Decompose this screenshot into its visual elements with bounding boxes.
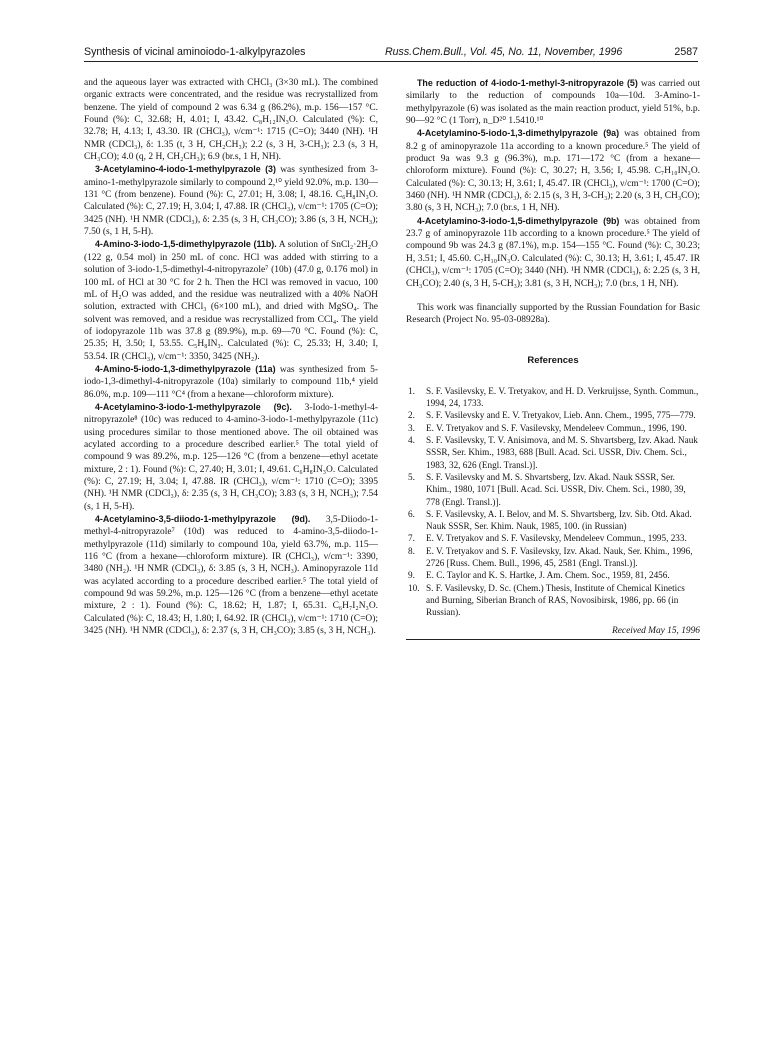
paragraph: 4-Acetylamino-3,5-diiodo-1-methylpyrazole (9d). 3,5-Diiodo-1-methyl-4-nitropyrazole⁷ (10d) was reduced to 4-amino-3,5-diiodo-1-methylpyrazole (11d) similarly to compound 10a, yield 63.7%, m.p. 115—116 °C (from a hexane—chloroform mixture). IR (CHCl₃), ν/cm⁻¹: 3390, 3480 (NH₂). ¹H NMR (CDCl₃), δ: 3.85 (s, 3 H, NCH₃). Aminopyrazole 11d was acylated according to a procedure described earlier.⁵ The total yield of compound 9d was 59.2%, m.p. 125—126 °C (from a benzene—ethyl acetate mixture, 2 : 1). Found (%): C, 18.62; H, 1.87; I, 65.31. C₆H₇I₂N₃O. Calculated (%): C, 18.43; H, 1.80; I, 64.92. IR (CHCl₃), ν/cm⁻¹: 1710 (C=O); 3425 (NH). ¹H NMR (CDCl₃), δ: 2.37 (s, 3 H, CH₃CO); 3.85 (s, 3 H, NCH₃).	[84, 514, 378, 637]
paragraph: The reduction of 4-iodo-1-methyl-3-nitropyrazole (5) was carried out similarly to the reduction of compounds 10a—10d. 3-Amino-1-methylpyrazole (6) was isolated as the main reaction product, yield 51%, b.p. 90—92 °C (1 Torr), n_D²⁰ 1.5410.¹⁰	[406, 78, 700, 127]
left-column	[84, 77, 378, 637]
acknowledgment: This work was financially supported by the Russian Foundation for Basic Research (Project No. 95-03-08928a).	[406, 302, 700, 326]
right-column	[406, 77, 700, 640]
header-rule	[84, 61, 698, 62]
paragraph: 4-Acetylamino-3-iodo-1-methylpyrazole (9c). 3-Iodo-1-methyl-4-nitropyrazole⁸ (10c) was reduced to 4-amino-3-iodo-1-methylpyrazole (11c) using procedures similar to those mentioned above. The oil obtained was acylated according to a procedure described earlier.⁵ The total yield of compound 9 was 89.2%, m.p. 125—126 °C (from a benzene—ethyl acetate mixture, 2 : 1). Found (%): C, 27.40; H, 3.01; I, 49.61. C₆H₈IN₃O. Calculated (%): C, 27.19; H, 3.04; I, 47.88. IR (CHCl₃), ν/cm⁻¹: 1710 (C=O); 3395 (NH). ¹H NMR (CDCl₃), δ: 2.35 (s, 3 H, CH₃CO); 3.83 (s, 3 H, NCH₃); 7.54 (s, 1 H, 5-H).	[84, 401, 378, 512]
compound-heading: The reduction of 4-iodo-1-methyl-3-nitropyrazole (5)	[417, 78, 638, 88]
references-heading: References	[527, 354, 579, 366]
paragraph: 4-Acetylamino-3-iodo-1,5-dimethylpyrazole (9b) was obtained from 23.7 g of aminopyrazole 11b according to a known procedure.⁵ The yield of compound 9b was 24.3 g (87.1%), m.p. 154—155 °C. Found (%): C, 30.23; H, 3.51; I, 45.60. C₇H₁₀IN₃O. Calculated (%): C, 30.13; H, 3.61; I, 45.47. IR (CHCl₃), ν/cm⁻¹: 1705 (C=O); 3440 (NH). ¹H NMR (CDCl₃), δ: 2.25 (s, 3 H, CH₃CO); 2.40 (s, 3 H, 5-CH₃); 3.81 (s, 3 H, NCH₃); 7.0 (br.s, 1 H, NH).	[406, 215, 700, 289]
compound-heading: 4-Amino-5-iodo-1,3-dimethylpyrazole (11a)	[95, 363, 276, 374]
compound-heading: 4-Amino-3-iodo-1,5-dimethylpyrazole (11b).	[95, 239, 277, 250]
paragraph: and the aqueous layer was extracted with CHCl₃ (3×30 mL). The combined organic extracts were concentrated, and the residue was recrystallized from benzene. The yield of compound 2 was 6.34 g (86.2%), m.p. 156—157 °C. Found (%): C, 32.68; H, 4.01; I, 43.42. C₈H₁₂IN₃O. Calculated (%): C, 32.78; H, 4.13; I, 43.30. IR (CHCl₃), ν/cm⁻¹: 1715 (C=O); 3440 (NH). ¹H NMR (CDCl₃), δ: 1.35 (t, 3 H, CH₂CH₃); 2.2 (s, 3 H, 3-CH₃); 2.3 (s, 3 H, CH₃CO); 4.0 (q, 2 H, CH₂CH₃); 6.9 (br.s, 1 H, NH).	[84, 78, 378, 163]
reference-item: 7. E. V. Tretyakov and S. F. Vasilevsky, Mendeleev Commun., 1995, 233.	[408, 533, 687, 544]
reference-item: 9. E. C. Taylor and K. S. Hartke, J. Am. Chem. Soc., 1959, 81, 2456.	[408, 570, 670, 581]
reference-item: 2. S. F. Vasilevsky and E. V. Tretyakov, Lieb. Ann. Chem., 1995, 775—779.	[408, 410, 696, 421]
journal-citation: Russ.Chem.Bull., Vol. 45, No. 11, November, 1996	[385, 46, 623, 58]
reference-item: 8. E. V. Tretyakov and S. F. Vasilevsky, Izv. Akad. Nauk, Ser. Khim., 1996, 2726 [Russ. Chem. Bull., 1996, 45, 2581 (Engl. Transl.)].	[408, 545, 693, 569]
received-date: Received May 15, 1996	[406, 625, 700, 640]
spacer	[406, 290, 700, 302]
compound-heading: 4-Acetylamino-3,5-diiodo-1-methylpyrazole (9d).	[95, 514, 311, 525]
paragraph: 4-Acetylamino-5-iodo-1,3-dimethylpyrazole (9a) was obtained from 8.2 g of aminopyrazole 11a according to a known procedure.⁵ The yield of product 9a was 9.3 g (96.3%), m.p. 171—172 °C (from a hexane—chloroform mixture). Found (%): C, 30.27; H, 3.56; I, 45.98. C₇H₁₀IN₃O. Calculated (%): C, 30.13; H, 3.61; I, 45.47. IR (CHCl₃), ν/cm⁻¹: 1700 (C=O); 3460 (NH). ¹H NMR (CDCl₃), δ: 2.15 (s, 3 H, 3-CH₃); 2.20 (s, 3 H, CH₃CO); 3.80 (s, 3 H, NCH₃); 7.0 (br.s, 1 H, NH).	[406, 128, 700, 214]
running-title: Synthesis of vicinal aminoiodo-1-alkylpyrazoles	[84, 46, 306, 58]
page-number: 2587	[674, 46, 698, 58]
compound-heading: 4-Acetylamino-3-iodo-1-methylpyrazole (9c).	[95, 401, 292, 412]
compound-heading: 4-Acetylamino-3-iodo-1,5-dimethylpyrazole (9b)	[417, 215, 620, 226]
reference-item: 10. S. F. Vasilevsky, D. Sc. (Chem.) Thesis, Institute of Chemical Kinetics and Burning, Siberian Branch of RAS, Novosibirsk, 1986, pp. 66 (in Russian).	[408, 582, 685, 618]
reference-item: 5. S. F. Vasilevsky and M. S. Shvartsberg, Izv. Akad. Nauk SSSR, Ser. Khim., 1980, 1071 [Bull. Acad. Sci. USSR, Div. Chem. Sci., 1980, 39, 778 (Engl. Transl.)].	[408, 471, 686, 507]
reference-item: 1. S. F. Vasilevsky, E. V. Tretyakov, and H. D. Verkruijsse, Synth. Commun., 1994, 24, 1733.	[408, 385, 699, 409]
reference-item: 6. S. F. Vasilevsky, A. I. Belov, and M. S. Shvartsberg, Izv. Sib. Otd. Akad. Nauk SSSR, Ser. Khim. Nauk, 1985, 100. (in Russian)	[408, 508, 692, 532]
compound-heading: 4-Acetylamino-5-iodo-1,3-dimethylpyrazole (9a)	[417, 128, 620, 139]
compound-heading: 3-Acetylamino-4-iodo-1-methylpyrazole (3)	[95, 164, 276, 175]
reference-item: 4. S. F. Vasilevsky, T. V. Anisimova, and M. S. Shvartsberg, Izv. Akad. Nauk SSSR, Ser. Khim., 1983, 688 [Bull. Acad. Sci. USSR, Div. Chem. Sci., 1983, 32, 626 (Engl. Transl.)].	[408, 435, 698, 470]
reference-item: 3. E. V. Tretyakov and S. F. Vasilevsky, Mendeleev Commun., 1996, 190.	[408, 422, 687, 433]
paragraph: 4-Amino-3-iodo-1,5-dimethylpyrazole (11b). A solution of SnCl₂·2H₂O (122 g, 0.54 mol) in 250 mL of conc. HCl was added with stirring to a solution of 3-iodo-1,5-dimethyl-4-nitropyrazole⁷ (10b) (47.0 g, 0.176 mol) in 100 mL of HCl at 30 °C for 2 h. Then the HCl was removed in vacuo, 100 mL of H₂O was added, and the residue was neutralized with a 40% NaOH solution, extracted with CHCl₃ (6×100 mL), and dried with MgSO₄. The solvent was removed, and a residue was recrystallized from CCl₄. The yield of iodopyrazole 11b was 37.8 g (89.9%), m.p. 69—70 °C. Found (%): C, 25.35; H, 3.50; I, 53.55. C₅H₈IN₃. Calculated (%): C, 25.33; H, 3.40; I, 53.54. IR (CHCl₃), ν/cm⁻¹: 3350, 3425 (NH₂).	[84, 239, 378, 362]
paragraph: 4-Amino-5-iodo-1,3-dimethylpyrazole (11a) was synthesized from 5-iodo-1,3-dimethyl-4-nitropyrazole (10a) similarly to compound 11b,⁴ yield 86.0%, m.p. 109—111 °C⁴ (from a hexane—chloroform mixture).	[84, 363, 378, 400]
reference-list	[406, 385, 700, 619]
paragraph: 3-Acetylamino-4-iodo-1-methylpyrazole (3) was synthesized from 3-amino-1-methylpyrazole similarly to compound 2,¹⁰ yield 92.0%, m.p. 130—131 °C (from benzene). Found (%): C, 27.01; H, 3.08; I, 48.16. C₆H₈IN₃O. Calculated (%): C, 27.19; H, 3.04; I, 47.88. IR (CHCl₃), ν/cm⁻¹: 1705 (C=O); 3425 (NH). ¹H NMR (CDCl₃), δ: 2.35 (s, 3 H, CH₃CO); 3.86 (s, 3 H, NCH₃); 7.50 (s, 1 H, 5-H).	[84, 164, 378, 238]
